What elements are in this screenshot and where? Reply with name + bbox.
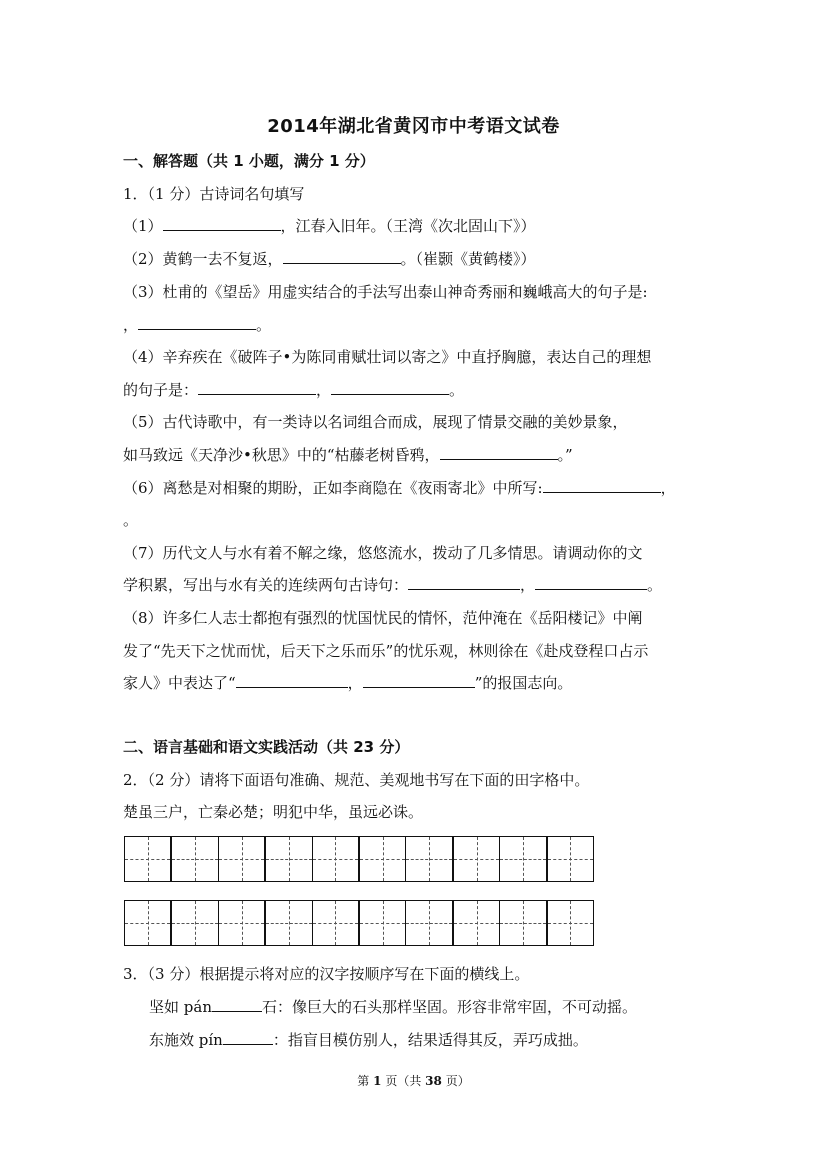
answer-blank[interactable] [535,574,647,590]
item-8-line-3: 家人》中表达了“ ， ”的报国志向。 [123,674,573,692]
answer-blank[interactable] [223,1029,273,1045]
grid-cell[interactable] [454,901,500,945]
grid-cell[interactable] [360,901,406,945]
question-2-stem: 2．（2 分）请将下面语句准确、规范、美观地书写在下面的田字格中。 [123,771,590,789]
answer-blank[interactable] [283,248,401,264]
item-8-line-1: （8）许多仁人志士都抱有强烈的忧国忧民的情怀，范仲淹在《岳阳楼记》中阐 [123,609,643,627]
grid-cell[interactable] [454,837,500,881]
item-1: （1） ，江春入旧年。（王湾《次北固山下》） [123,217,536,235]
answer-blank[interactable] [440,444,558,460]
grid-cell[interactable] [406,901,453,945]
grid-cell[interactable] [313,901,360,945]
item-7-line-1: （7）历代文人与水有着不解之缘，悠悠流水，拨动了几多情思。请调动你的文 [123,544,643,562]
grid-cell[interactable] [125,837,172,881]
section-2-heading: 二、语言基础和语文实践活动（共 23 分） [123,738,410,756]
grid-cell[interactable] [219,837,266,881]
grid-cell[interactable] [500,901,547,945]
answer-blank[interactable] [212,996,262,1012]
question-1-stem: 1．（1 分）古诗词名句填写 [123,185,305,203]
answer-blank[interactable] [138,314,256,330]
grid-cell[interactable] [219,901,266,945]
grid-cell[interactable] [172,901,218,945]
item-6-line-2: 。 [123,511,139,529]
grid-cell[interactable] [360,837,406,881]
grid-cell[interactable] [500,837,547,881]
item-5-line-1: （5）古代诗歌中，有一类诗以名词组合而成，展现了情景交融的美妙景象， [123,413,628,431]
section-1-heading: 一、解答题（共 1 小题，满分 1 分） [123,152,375,170]
total-pages-number: 38 [425,1074,442,1088]
grid-cell[interactable] [172,837,218,881]
tianzige-grid-row-1[interactable] [124,836,594,882]
item-3-line-1: （3）杜甫的《望岳》用虚实结合的手法写出泰山神奇秀丽和巍峨高大的句子是: [123,283,648,301]
grid-cell[interactable] [266,901,312,945]
item-6-line-1: （6）离愁是对相聚的期盼，正如李商隐在《夜雨寄北》中所写: ， [123,479,676,497]
answer-blank[interactable] [543,477,661,493]
grid-cell[interactable] [125,901,172,945]
question-3-stem: 3．（3 分）根据提示将对应的汉字按顺序写在下面的横线上。 [123,965,530,983]
item-3-line-2: ， 。 [123,316,272,334]
tianzige-grid-row-2[interactable] [124,900,594,946]
grid-cell[interactable] [266,837,312,881]
item-5-line-2: 如马致远《天净沙•秋思》中的“枯藤老树昏鸦， 。” [123,446,573,464]
page-title: 2014年湖北省黄冈市中考语文试卷 [267,116,560,137]
item-4-line-1: （4）辛弃疾在《破阵子•为陈同甫赋壮词以寄之》中直抒胸臆，表达自己的理想 [123,348,652,366]
question-3-item-2: 东施效 pín ：指盲目模仿别人，结果适得其反，弄巧成拙。 [149,1031,588,1049]
grid-cell[interactable] [548,837,593,881]
item-2: （2）黄鹤一去不复返， 。（崔颢《黄鹤楼》） [123,250,536,268]
question-3-item-1: 坚如 pán 石：像巨大的石头那样坚固。形容非常牢固，不可动摇。 [149,998,637,1016]
grid-cell[interactable] [548,901,593,945]
question-2-text: 楚虽三户，亡秦必楚；明犯中华，虽远必诛。 [123,803,424,821]
answer-blank[interactable] [236,672,348,688]
item-8-line-2: 发了“先天下之忧而忧，后天下之乐而乐”的忧乐观，林则徐在《赴戍登程口占示 [123,642,649,660]
current-page-number: 1 [373,1074,382,1088]
answer-blank[interactable] [331,379,449,395]
answer-blank[interactable] [198,379,316,395]
answer-blank[interactable] [363,672,475,688]
answer-blank[interactable] [408,574,520,590]
page-footer: 第 1 页（共 38 页） [357,1074,470,1088]
answer-blank[interactable] [163,215,281,231]
item-4-line-2: 的句子是： ， 。 [123,381,465,399]
grid-cell[interactable] [406,837,453,881]
item-7-line-2: 学积累，写出与水有关的连续两句古诗句： ， 。 [123,576,663,594]
grid-cell[interactable] [313,837,360,881]
